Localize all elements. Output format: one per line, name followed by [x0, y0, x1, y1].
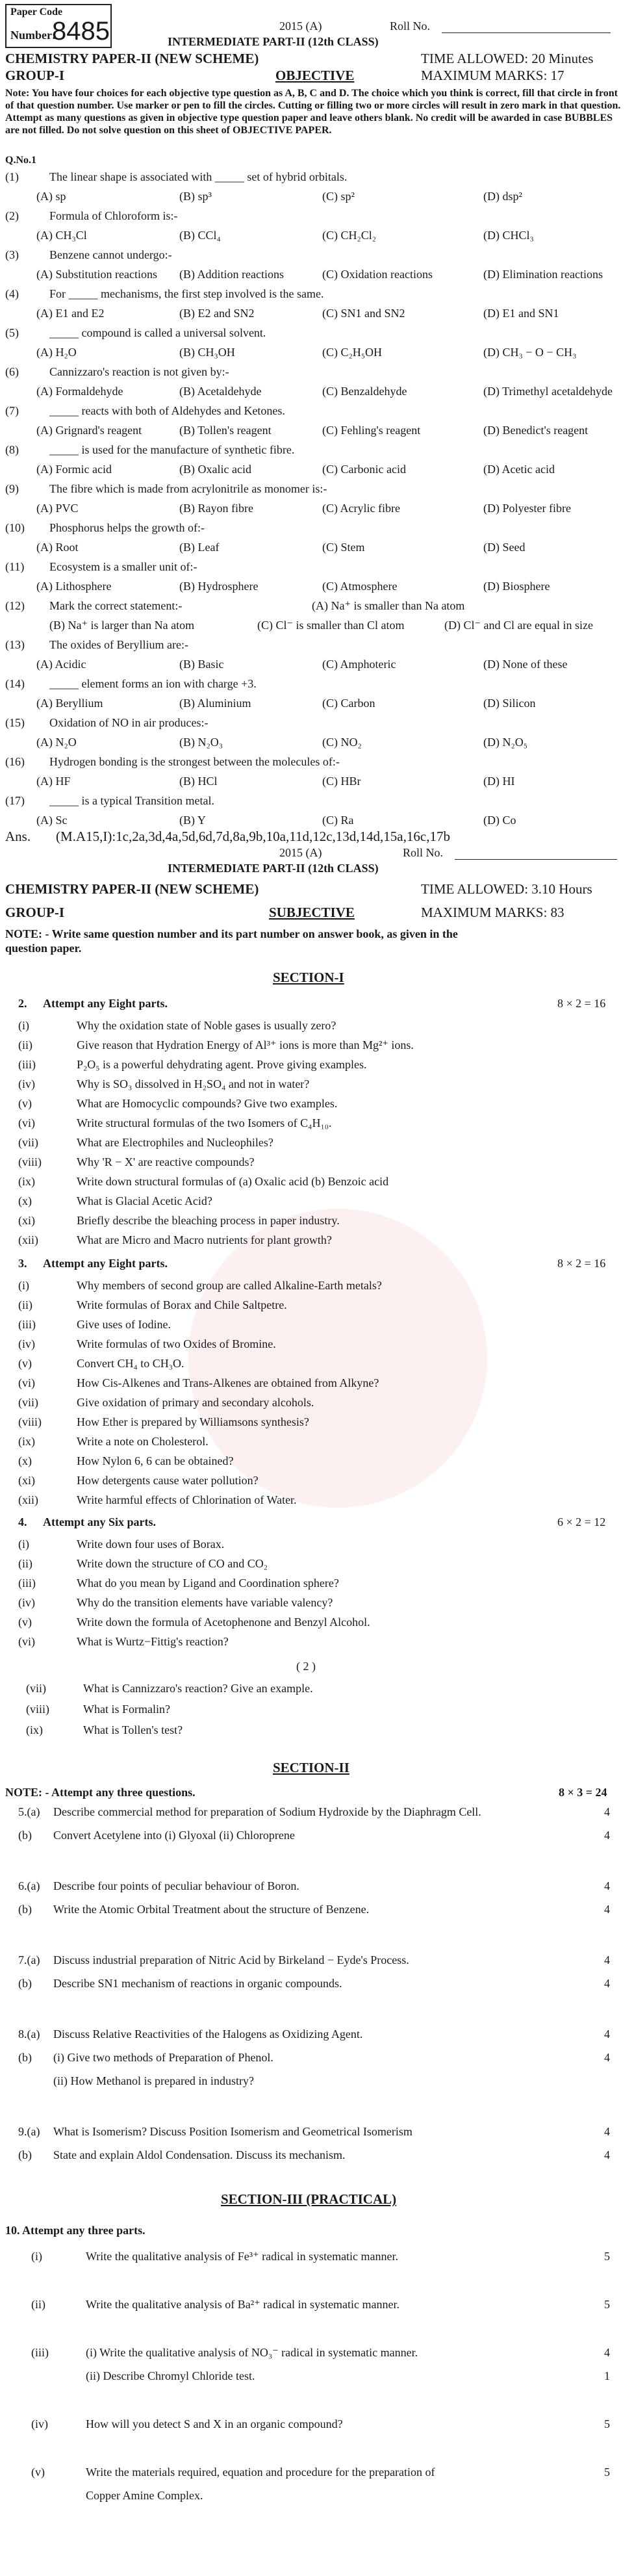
paper-code-label: Paper Code	[10, 6, 63, 18]
mcq-option-c[interactable]: (C) SN1 and SN2	[322, 307, 405, 320]
mcq-number: (13)	[5, 638, 25, 651]
long-question-text: Convert Acetylene into (i) Glyoxal (ii) Chloroprene	[53, 1829, 295, 1842]
mcq-option-a[interactable]: (A) E1 and E2	[36, 307, 105, 320]
mcq-option-d[interactable]: (D) Acetic acid	[483, 463, 555, 476]
roll-label: Roll No.	[390, 19, 431, 32]
question-instruction: Attempt any Eight parts.	[43, 997, 168, 1010]
question-number: 4.	[18, 1515, 27, 1528]
mcq-number: (8)	[5, 443, 19, 456]
section-3-title: SECTION-III (PRACTICAL)	[221, 2191, 397, 2207]
part-text: What do you mean by Ligand and Coordination sphere?	[77, 1577, 339, 1590]
subj-time: TIME ALLOWED: 3.10 Hours	[421, 881, 592, 897]
max-marks: MAXIMUM MARKS: 17	[421, 68, 564, 83]
q10-instruction: 10. Attempt any three parts.	[5, 2224, 146, 2237]
long-question-number: 9.(a)	[18, 2125, 40, 2138]
mcq-option-b[interactable]: (B) E2 and SN2	[179, 307, 255, 320]
question-marks: 8 × 2 = 16	[557, 1257, 606, 1270]
long-question-marks: 4	[604, 1879, 610, 1892]
part-text: What is Tollen's test?	[83, 1723, 183, 1736]
long-question-number: (b)	[18, 1829, 32, 1842]
mcq-question: _____ is used for the manufacture of synthetic fibre.	[49, 443, 295, 456]
mcq-option-a[interactable]: (A) Formic acid	[36, 463, 112, 476]
mcq-option-c[interactable]: (C) Atmosphere	[322, 580, 398, 593]
mcq-question: Mark the correct statement:-	[49, 599, 183, 612]
mcq-number: (4)	[5, 287, 19, 300]
part-text: Why is SO₃ dissolved in H₂SO₄ and not in water?	[77, 1077, 310, 1090]
mcq-option-d[interactable]: (D) Co	[483, 814, 516, 827]
practical-part-marks: 5	[604, 2298, 610, 2311]
long-question-text: Discuss Relative Reactivities of the Halogens as Oxidizing Agent.	[53, 2028, 363, 2041]
mcq-option-d[interactable]: (D) None of these	[483, 658, 568, 671]
mcq-option-b[interactable]: (B) Leaf	[179, 541, 220, 554]
mcq-option-b[interactable]: (B) Aluminium	[179, 697, 251, 710]
part-number: (xi)	[18, 1474, 35, 1487]
part-text: What is Glacial Acetic Acid?	[77, 1194, 212, 1207]
part-text: Write formulas of two Oxides of Bromine.	[77, 1337, 276, 1350]
mcq-option-a[interactable]: (A) Beryllium	[36, 697, 103, 710]
question-instruction: Attempt any Six parts.	[43, 1515, 156, 1528]
mcq-question: Cannizzaro's reaction is not given by:-	[49, 365, 229, 378]
long-question-number: 5.(a)	[18, 1805, 40, 1818]
mcq-option-d[interactable]: (D) Biosphere	[483, 580, 550, 593]
mcq-option-a[interactable]: (A) N₂O	[36, 736, 77, 749]
long-question-text: (ii) How Methanol is prepared in industry?	[53, 2074, 254, 2087]
long-question-text: Write the Atomic Orbital Treatment about the structure of Benzene.	[53, 1903, 370, 1916]
exam-title: INTERMEDIATE PART-II (12th CLASS)	[168, 35, 379, 48]
part-number: (iii)	[18, 1318, 36, 1331]
part-text: Give oxidation of primary and secondary alcohols.	[77, 1396, 314, 1409]
section-2-marks: 8 × 3 = 24	[559, 1786, 607, 1799]
part-number: (iv)	[18, 1596, 35, 1609]
part-text: Give reason that Hydration Energy of Al³⁺ ions is more than Mg²⁺ ions.	[77, 1038, 414, 1051]
subject-line: CHEMISTRY PAPER-II (NEW SCHEME)	[5, 51, 259, 66]
part-number: (xii)	[18, 1493, 38, 1506]
long-question-number: (b)	[18, 2051, 32, 2064]
part-text: P₂O₅ is a powerful dehydrating agent. Prove giving examples.	[77, 1058, 367, 1071]
mcq-option-c[interactable]: (C) Benzaldehyde	[322, 385, 407, 398]
question-number: 3.	[18, 1257, 27, 1270]
section-1-title: SECTION-I	[273, 970, 344, 985]
mcq-question: The linear shape is associated with _____ set of hybrid orbitals.	[49, 170, 348, 183]
practical-part-marks: 5	[604, 2417, 610, 2430]
part-number: (i)	[18, 1279, 29, 1292]
subj-roll-label: Roll No.	[403, 846, 444, 859]
practical-part-marks: 1	[604, 2369, 610, 2382]
long-question-number: (b)	[18, 1977, 32, 1990]
part-text: What is Wurtz−Fittig's reaction?	[77, 1635, 229, 1648]
mcq-option-a[interactable]: (A) Grignard's reagent	[36, 424, 142, 437]
mcq-option-d[interactable]: (D) CH₃ − O − CH₃	[483, 346, 577, 359]
subj-title: INTERMEDIATE PART-II (12th CLASS)	[168, 862, 379, 875]
part-number: (iv)	[18, 1337, 35, 1350]
session: 2015 (A)	[279, 19, 322, 32]
subj-note: NOTE: - Write same question number and its part number on answer book, as given in the question paper.	[5, 927, 458, 955]
part-text: Briefly describe the bleaching process in paper industry.	[77, 1214, 340, 1227]
mcq-option-b[interactable]: (B) HCl	[179, 775, 218, 788]
mcq-option-c[interactable]: (C) Amphoteric	[322, 658, 396, 671]
mcq-option-c[interactable]: (C) Acrylic fibre	[322, 502, 400, 515]
part-number: (ix)	[26, 1723, 43, 1736]
part-number: (vi)	[18, 1116, 35, 1129]
mcq-option-b[interactable]: (B) Na⁺ is larger than Na atom	[49, 619, 195, 632]
long-question-marks: 4	[604, 1805, 610, 1818]
mcq-number: (12)	[5, 599, 25, 612]
mcq-option-d[interactable]: (D) dsp²	[483, 190, 522, 203]
time-allowed: TIME ALLOWED: 20 Minutes	[421, 51, 594, 66]
mcq-option-b[interactable]: (B) N₂O₃	[179, 736, 223, 749]
practical-part-marks: 5	[604, 2466, 610, 2479]
part-number: (ii)	[18, 1038, 32, 1051]
part-number: (viii)	[18, 1415, 42, 1428]
part-text: Write formulas of Borax and Chile Saltpetre.	[77, 1298, 287, 1311]
part-number: (ix)	[18, 1435, 35, 1448]
part-number: (i)	[18, 1538, 29, 1551]
mcq-option-a[interactable]: (A) HF	[36, 775, 71, 788]
long-question-marks: 4	[604, 1903, 610, 1916]
part-text: What are Micro and Macro nutrients for plant growth?	[77, 1233, 332, 1246]
mcq-option-c[interactable]: (C) sp²	[322, 190, 355, 203]
section-2-note: NOTE: - Attempt any three questions.	[5, 1786, 196, 1799]
practical-part-number: (v)	[31, 2466, 45, 2479]
mcq-option-d[interactable]: (D) N₂O₅	[483, 736, 528, 749]
mcq-option-d[interactable]: (D) Seed	[483, 541, 526, 554]
mcq-number: (6)	[5, 365, 19, 378]
question-instruction: Attempt any Eight parts.	[43, 1257, 168, 1270]
mcq-option-d[interactable]: (D) Benedict's reagent	[483, 424, 589, 437]
long-question-number: (b)	[18, 2148, 32, 2161]
long-question-marks: 4	[604, 2148, 610, 2161]
long-question-text: State and explain Aldol Condensation. Discuss its mechanism.	[53, 2148, 346, 2161]
mcq-option-b[interactable]: (B) Hydrosphere	[179, 580, 259, 593]
practical-part-text: Write the qualitative analysis of Ba²⁺ radical in systematic manner.	[86, 2298, 400, 2311]
subj-subject: CHEMISTRY PAPER-II (NEW SCHEME)	[5, 881, 259, 897]
page-number: ( 2 )	[296, 1660, 316, 1673]
number-label: Number:	[10, 29, 56, 42]
practical-part-number: (ii)	[31, 2298, 45, 2311]
mcq-option-a[interactable]: (A) PVC	[36, 502, 79, 515]
mcq-option-d[interactable]: (D) Elimination reactions	[483, 268, 603, 281]
part-number: (vii)	[26, 1682, 46, 1695]
part-text: Write down four uses of Borax.	[77, 1538, 225, 1551]
mcq-option-b[interactable]: (B) Oxalic acid	[179, 463, 251, 476]
part-number: (viii)	[18, 1155, 42, 1168]
mcq-option-a[interactable]: (A) CH₃Cl	[36, 229, 87, 242]
part-text: Write a note on Cholesterol.	[77, 1435, 209, 1448]
part-text: Write down the structure of CO and CO₂	[77, 1557, 268, 1570]
practical-part-number: (iii)	[31, 2346, 49, 2359]
mcq-option-a[interactable]: (A) Root	[36, 541, 79, 554]
mcq-option-b[interactable]: (B) Y	[179, 814, 206, 827]
part-text: Write structural formulas of the two Isomers of C₄H₁₀.	[77, 1116, 332, 1129]
subj-roll-line[interactable]	[455, 859, 617, 860]
mcq-option-d[interactable]: (D) HI	[483, 775, 515, 788]
long-question-marks: 4	[604, 1977, 610, 1990]
mcq-question: _____ is a typical Transition metal.	[49, 794, 214, 807]
part-text: What is Formalin?	[83, 1703, 170, 1716]
part-number: (x)	[18, 1454, 32, 1467]
long-question-marks: 4	[604, 2051, 610, 2064]
mcq-question: Oxidation of NO in air produces:-	[49, 716, 209, 729]
mcq-option-a[interactable]: (A) Lithosphere	[36, 580, 112, 593]
question-marks: 6 × 2 = 12	[557, 1515, 606, 1528]
part-number: (ix)	[18, 1175, 35, 1188]
part-text: Convert CH₄ to CH₃O.	[77, 1357, 184, 1370]
roll-line[interactable]	[442, 32, 611, 33]
part-number: (vi)	[18, 1376, 35, 1389]
mcq-option-c[interactable]: (C) Fehling's reagent	[322, 424, 421, 437]
mcq-option-d[interactable]: (D) Trimethyl acetaldehyde	[483, 385, 613, 398]
instructions-note: Note: You have four choices for each objective type question as A, B, C and D. The choice which you think is correct, fill that circle in front of that question number. Use marker or pen to fill the circles. Cutting or filling two or more circles will result in zero mark in that question. Attempt as many questions as given in objective type question paper and leave others blank. No credit will be awarded in case BUBBLES are not filled. Do not solve question on this sheet of OBJECTIVE PAPER.	[5, 88, 621, 136]
mcq-option-c[interactable]: (C) Oxidation reactions	[322, 268, 433, 281]
answer-label: Ans.	[5, 829, 31, 844]
part-text: How Cis-Alkenes and Trans-Alkenes are obtained from Alkyne?	[77, 1376, 379, 1389]
mcq-number: (17)	[5, 794, 25, 807]
q1-label: Q.No.1	[5, 155, 36, 166]
part-number: (iv)	[18, 1077, 35, 1090]
part-number: (iii)	[18, 1577, 36, 1590]
mcq-option-b[interactable]: (B) Tollen's reagent	[179, 424, 272, 437]
mcq-option-c[interactable]: (C) Ra	[322, 814, 354, 827]
mcq-question: Formula of Chloroform is:-	[49, 209, 178, 222]
mcq-number: (9)	[5, 482, 19, 495]
mcq-option-d[interactable]: (D) E1 and SN1	[483, 307, 559, 320]
part-text: Give uses of Iodine.	[77, 1318, 171, 1331]
group-label: GROUP-I	[5, 68, 64, 83]
long-question-text: Discuss industrial preparation of Nitric Acid by Birkeland − Eyde's Process.	[53, 1953, 409, 1966]
mcq-number: (5)	[5, 326, 19, 339]
mcq-question: _____ reacts with both of Aldehydes and Ketones.	[49, 404, 285, 417]
mcq-option-c[interactable]: (C) C₂H₅OH	[322, 346, 383, 359]
mcq-number: (16)	[5, 755, 25, 768]
section-2-title: SECTION-II	[273, 1760, 349, 1775]
practical-part-number: (i)	[31, 2250, 42, 2263]
mcq-option-b[interactable]: (B) Rayon fibre	[179, 502, 253, 515]
long-question-text: Describe SN1 mechanism of reactions in organic compounds.	[53, 1977, 342, 1990]
part-number: (ii)	[18, 1298, 32, 1311]
part-text: Write harmful effects of Chlorination of Water.	[77, 1493, 297, 1506]
mcq-option-b[interactable]: (B) CH₃OH	[179, 346, 235, 359]
mcq-number: (10)	[5, 521, 25, 534]
mcq-number: (1)	[5, 170, 19, 183]
part-text: Write down the formula of Acetophenone and Benzyl Alcohol.	[77, 1616, 370, 1629]
paper-code-box	[5, 4, 112, 48]
practical-part-text: (ii) Describe Chromyl Chloride test.	[86, 2369, 255, 2382]
part-text: How Ether is prepared by Williamsons synthesis?	[77, 1415, 309, 1428]
part-text: Why 'R − X' are reactive compounds?	[77, 1155, 255, 1168]
part-number: (v)	[18, 1357, 32, 1370]
part-number: (xii)	[18, 1233, 38, 1246]
mcq-question: Ecosystem is a smaller unit of:-	[49, 560, 197, 573]
part-text: What are Homocyclic compounds? Give two examples.	[77, 1097, 338, 1110]
mcq-option-a[interactable]: (A) Substitution reactions	[36, 268, 157, 281]
part-number: (i)	[18, 1019, 29, 1032]
long-question-text: Describe commercial method for preparation of Sodium Hydroxide by the Diaphragm Cell.	[53, 1805, 481, 1818]
part-number: (vii)	[18, 1396, 38, 1409]
practical-part-marks: 4	[604, 2346, 610, 2359]
paper-number: 8485	[52, 17, 110, 45]
mcq-option-b[interactable]: (B) CCl₄	[179, 229, 221, 242]
long-question-number: 8.(a)	[18, 2028, 40, 2041]
practical-part-text: Write the materials required, equation and procedure for the preparation of	[86, 2466, 435, 2479]
practical-part-text: (i) Write the qualitative analysis of NO₃⁻ radical in systematic manner.	[86, 2346, 418, 2359]
mcq-question: _____ compound is called a universal solvent.	[49, 326, 266, 339]
mcq-option-c[interactable]: (C) Carbon	[322, 697, 375, 710]
practical-part-text: How will you detect S and X in an organic compound?	[86, 2417, 343, 2430]
mcq-question: Hydrogen bonding is the strongest between the molecules of:-	[49, 755, 340, 768]
long-question-number: (b)	[18, 1903, 32, 1916]
mcq-number: (7)	[5, 404, 19, 417]
long-question-text: What is Isomerism? Discuss Position Isomerism and Geometrical Isomerism	[53, 2125, 412, 2138]
long-question-marks: 4	[604, 2028, 610, 2041]
mcq-option-c[interactable]: (C) Carbonic acid	[322, 463, 406, 476]
long-question-marks: 4	[604, 1829, 610, 1842]
mcq-option-d[interactable]: (D) Polyester fibre	[483, 502, 571, 515]
answer-key: (M.A15,I):1c,2a,3d,4a,5d,6d,7d,8a,9b,10a,11d,12c,13d,14d,15a,16c,17b	[56, 829, 450, 844]
mcq-option-a[interactable]: (A) Acidic	[36, 658, 86, 671]
mcq-question: Phosphorus helps the growth of:-	[49, 521, 205, 534]
mcq-option-c[interactable]: (C) HBr	[322, 775, 361, 788]
mcq-number: (11)	[5, 560, 25, 573]
mcq-option-c[interactable]: (C) Cl⁻ is smaller than Cl atom	[257, 619, 405, 632]
long-question-text: (i) Give two methods of Preparation of Phenol.	[53, 2051, 273, 2064]
mcq-number: (14)	[5, 677, 25, 690]
part-number: (iii)	[18, 1058, 36, 1071]
subjective-title: SUBJECTIVE	[269, 905, 355, 920]
long-question-number: 7.(a)	[18, 1953, 40, 1966]
part-number: (ii)	[18, 1557, 32, 1570]
mcq-option-b[interactable]: (B) Addition reactions	[179, 268, 284, 281]
question-marks: 8 × 2 = 16	[557, 997, 606, 1010]
subj-session: 2015 (A)	[279, 846, 322, 859]
mcq-option-d[interactable]: (D) Silicon	[483, 697, 536, 710]
part-number: (x)	[18, 1194, 32, 1207]
mcq-option-c[interactable]: (C) NO₂	[322, 736, 362, 749]
long-question-marks: 4	[604, 2125, 610, 2138]
mcq-question: Benzene cannot undergo:-	[49, 248, 172, 261]
practical-part-text: Copper Amine Complex.	[86, 2489, 203, 2502]
part-number: (vii)	[18, 1136, 38, 1149]
practical-part-number: (iv)	[31, 2417, 48, 2430]
long-question-text: Describe four points of peculiar behaviour of Boron.	[53, 1879, 299, 1892]
mcq-number: (15)	[5, 716, 25, 729]
part-number: (v)	[18, 1616, 32, 1629]
mcq-option-a[interactable]: (A) Formaldehyde	[36, 385, 123, 398]
question-number: 2.	[18, 997, 27, 1010]
mcq-question: For _____ mechanisms, the first step involved is the same.	[49, 287, 324, 300]
mcq-option-a[interactable]: (A) H₂O	[36, 346, 77, 359]
mcq-option-a[interactable]: (A) Na⁺ is smaller than Na atom	[312, 599, 465, 612]
practical-part-marks: 5	[604, 2250, 610, 2263]
subj-max-marks: MAXIMUM MARKS: 83	[421, 905, 564, 920]
mcq-number: (2)	[5, 209, 19, 222]
part-number: (v)	[18, 1097, 32, 1110]
part-number: (xi)	[18, 1214, 35, 1227]
mcq-option-c[interactable]: (C) Stem	[322, 541, 365, 554]
mcq-question: The fibre which is made from acrylonitrile as monomer is:-	[49, 482, 327, 495]
long-question-number: 6.(a)	[18, 1879, 40, 1892]
part-text: Why do the transition elements have variable valency?	[77, 1596, 333, 1609]
part-text: Write down structural formulas of (a) Oxalic acid (b) Benzoic acid	[77, 1175, 389, 1188]
part-text: Why the oxidation state of Noble gases is usually zero?	[77, 1019, 336, 1032]
mcq-option-d[interactable]: (D) CHCl₃	[483, 229, 534, 242]
subj-group: GROUP-I	[5, 905, 64, 920]
part-number: (viii)	[26, 1703, 49, 1716]
mcq-question: The oxides of Beryllium are:-	[49, 638, 188, 651]
mcq-option-a[interactable]: (A) sp	[36, 190, 66, 203]
mcq-question: _____ element forms an ion with charge +3.	[49, 677, 257, 690]
mcq-option-d[interactable]: (D) Cl⁻ and Cl are equal in size	[444, 619, 593, 632]
practical-part-text: Write the qualitative analysis of Fe³⁺ radical in systematic manner.	[86, 2250, 399, 2263]
mcq-option-b[interactable]: (B) Basic	[179, 658, 224, 671]
mcq-option-a[interactable]: (A) Sc	[36, 814, 68, 827]
mcq-option-b[interactable]: (B) sp³	[179, 190, 212, 203]
part-text: How detergents cause water pollution?	[77, 1474, 259, 1487]
part-text: What is Cannizzaro's reaction? Give an example.	[83, 1682, 313, 1695]
objective-title: OBJECTIVE	[275, 68, 355, 83]
part-text: What are Electrophiles and Nucleophiles?	[77, 1136, 273, 1149]
part-number: (vi)	[18, 1635, 35, 1648]
mcq-number: (3)	[5, 248, 19, 261]
mcq-option-b[interactable]: (B) Acetaldehyde	[179, 385, 262, 398]
part-text: How Nylon 6, 6 can be obtained?	[77, 1454, 234, 1467]
long-question-marks: 4	[604, 1953, 610, 1966]
mcq-option-c[interactable]: (C) CH₂Cl₂	[322, 229, 377, 242]
part-text: Why members of second group are called Alkaline-Earth metals?	[77, 1279, 382, 1292]
